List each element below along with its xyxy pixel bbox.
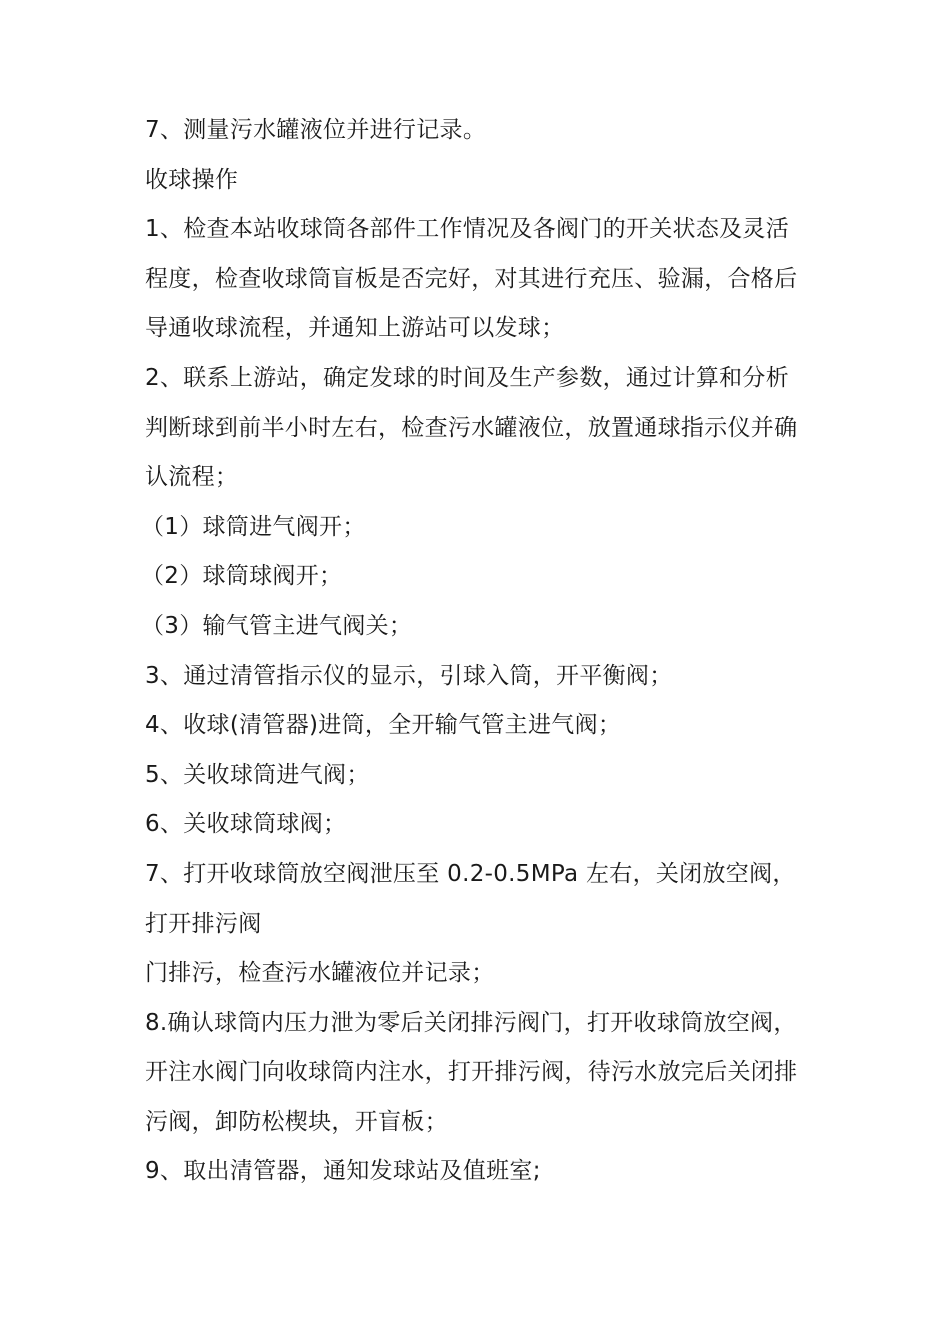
substep-2: （2）球筒球阀开； [141, 563, 343, 590]
step-7-measure-tank-level: 7、测量污水罐液位并进行记录。 [145, 117, 487, 143]
step-1-line-1: 1、检查本站收球筒各部件工作情况及各阀门的开关状态及灵活 [145, 216, 790, 243]
step-7-line-1: 7、打开收球筒放空阀泄压至 0.2-0.5MPa 左右，关闭放空阀， [145, 860, 796, 887]
step-7-line-2: 打开排污阀 [145, 910, 262, 937]
step-3: 3、通过清管指示仪的显示，引球入筒，开平衡阀； [145, 662, 673, 689]
step-2-line-1: 2、联系上游站，确定发球的时间及生产参数，通过计算和分析 [145, 364, 790, 391]
step-7-line-3: 门排污，检查污水罐液位并记录； [145, 960, 495, 987]
step-1-line-3: 导通收球流程，并通知上游站可以发球； [145, 315, 565, 342]
step-2-line-3: 认流程； [145, 464, 239, 491]
step-1-line-2: 程度，检查收球筒盲板是否完好，对其进行充压、验漏，合格后 [145, 265, 798, 292]
step-2-line-2: 判断球到前半小时左右，检查污水罐液位，放置通球指示仪并确 [145, 414, 798, 441]
step-5: 5、关收球筒进气阀； [145, 761, 370, 788]
step-9: 9、取出清管器，通知发球站及值班室; [145, 1158, 541, 1185]
step-8-line-3: 污阀，卸防松楔块，开盲板； [145, 1108, 448, 1135]
step-8-line-2: 开注水阀门向收球筒内注水，打开排污阀，待污水放完后关闭排 [145, 1059, 798, 1086]
substep-1: （1）球筒进气阀开； [141, 513, 366, 540]
substep-3: （3）输气管主进气阀关； [141, 612, 413, 639]
step-4: 4、收球(清管器)进筒，全开输气管主进气阀； [145, 712, 622, 739]
step-6: 6、关收球筒球阀； [145, 811, 347, 838]
step-8-line-1: 8.确认球筒内压力泄为零后关闭排污阀门，打开收球筒放空阀， [145, 1009, 797, 1036]
section-heading-receive-ball: 收球操作 [145, 166, 239, 193]
document-body [141, 106, 813, 1197]
